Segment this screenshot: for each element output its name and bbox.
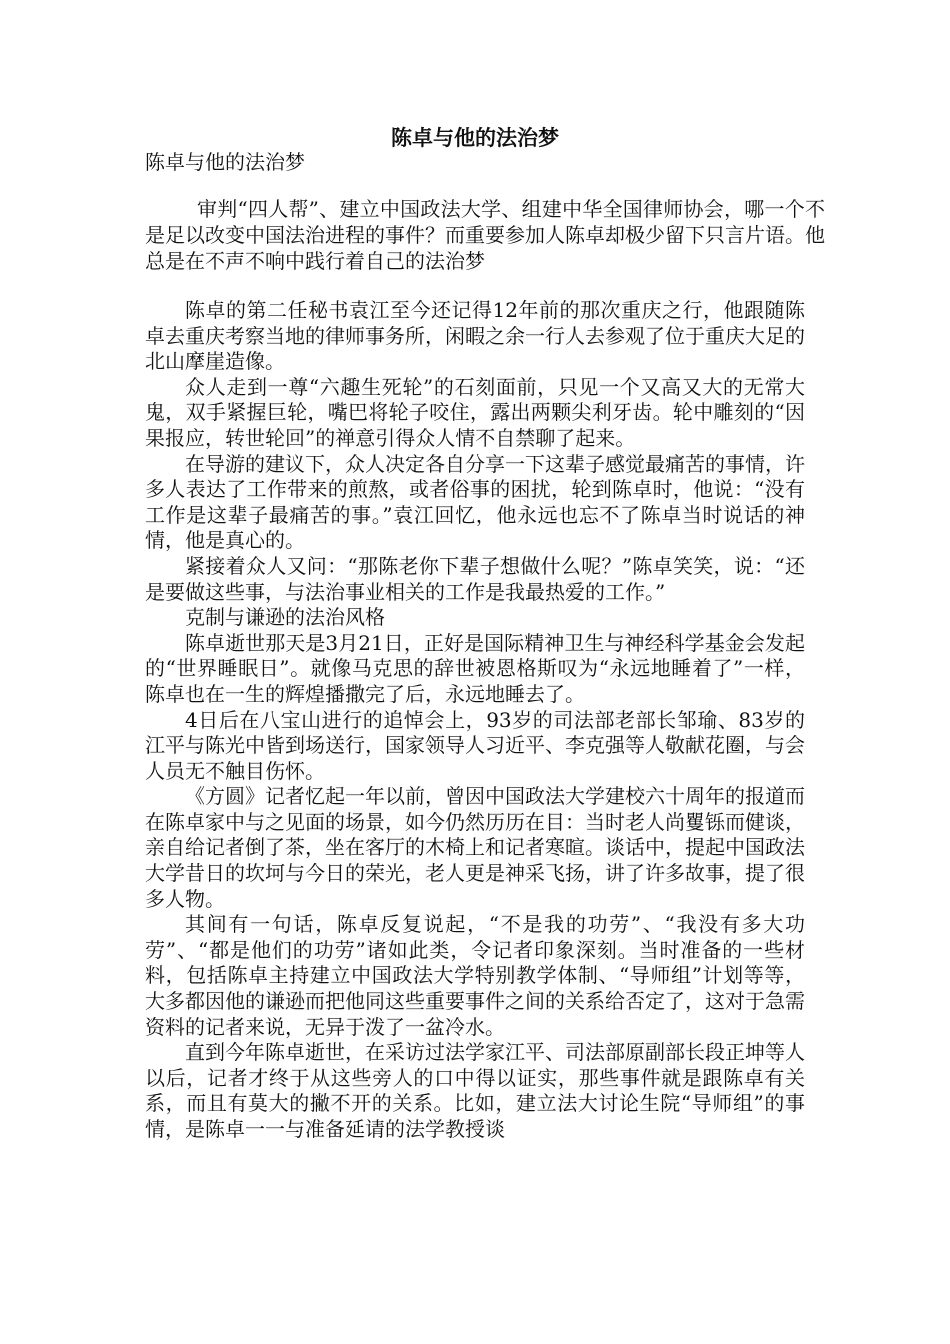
paragraph: 紧接着众人又问：“那陈老你下辈子想做什么呢？”陈卓笑笑，说：“还是要做这些事，与法治事业相关的工作是我最热爱的工作。”	[145, 553, 805, 604]
paragraph: 在导游的建议下，众人决定各自分享一下这辈子感觉最痛苦的事情，许多人表达了工作带来的煎熬，或者俗事的困扰，轮到陈卓时，他说：“没有工作是这辈子最痛苦的事。”袁江回忆，他永远也忘不了陈卓当时说话的神情，他是真心的。	[145, 451, 805, 553]
intro-block	[145, 196, 825, 274]
intro-paragraph: 审判“四人帮”、建立中国政法大学、组建中华全国律师协会，哪一个不是足以改变中国法治进程的事件？而重要参加人陈卓却极少留下只言片语。他总是在不声不响中践行着自己的法治梦	[145, 197, 825, 273]
paragraph: 4日后在八宝山进行的追悼会上，93岁的司法部老部长邹瑜、83岁的江平与陈光中皆到场送行，国家领导人习近平、李克强等人敬献花圈，与会人员无不触目伤怀。	[145, 707, 805, 783]
paragraph: 直到今年陈卓逝世，在采访过法学家江平、司法部原副部长段正坤等人以后，记者才终于从这些旁人的口中得以证实，那些事件就是跟陈卓有关系，而且有莫大的撇不开的关系。比如，建立法大讨论生院“导师组”的事情，是陈卓一一与准备延请的法学教授谈	[145, 1040, 805, 1141]
paragraph: 众人走到一尊“六趣生死轮”的石刻面前，只见一个又高又大的无常大鬼，双手紧握巨轮，嘴巴将轮子咬住，露出两颗尖利牙齿。轮中雕刻的“因果报应，转世轮回”的禅意引得众人情不自禁聊了起来。	[145, 374, 805, 450]
document-subtitle: 陈卓与他的法治梦	[145, 150, 305, 174]
paragraph: 《方圆》记者忆起一年以前，曾因中国政法大学建校六十周年的报道而在陈卓家中与之见面的场景，如今仍然历历在目：当时老人尚矍铄而健谈，亲自给记者倒了茶，坐在客厅的木椅上和记者寒暄。谈话中，提起中国政法大学昔日的坎坷与今日的荣光，老人更是神采飞扬，讲了许多故事，提了很多人物。	[145, 784, 805, 911]
paragraph: 陈卓逝世那天是3月21日，正好是国际精神卫生与神经科学基金会发起的“世界睡眠日”。就像马克思的辞世被恩格斯叹为“永远地睡着了”一样，陈卓也在一生的辉煌播撒完了后，永远地睡去了。	[145, 630, 805, 706]
article-body	[145, 298, 805, 1143]
section-heading: 克制与谦逊的法治风格	[185, 605, 385, 630]
paragraph: 陈卓的第二任秘书袁江至今还记得12年前的那次重庆之行，他跟随陈卓去重庆考察当地的律师事务所，闲暇之余一行人去参观了位于重庆大足的北山摩崖造像。	[145, 298, 805, 374]
paragraph: 其间有一句话，陈卓反复说起，“不是我的功劳”、“我没有多大功劳”、“都是他们的功劳”诸如此类，令记者印象深刻。当时准备的一些材料，包括陈卓主持建立中国政法大学特别教学体制、“导师组”计划等等，大多都因他的谦逊而把他同这些重要事件之间的关系给否定了，这对于急需资料的记者来说，无异于泼了一盆冷水。	[145, 912, 805, 1039]
document-title: 陈卓与他的法治梦	[391, 125, 559, 150]
